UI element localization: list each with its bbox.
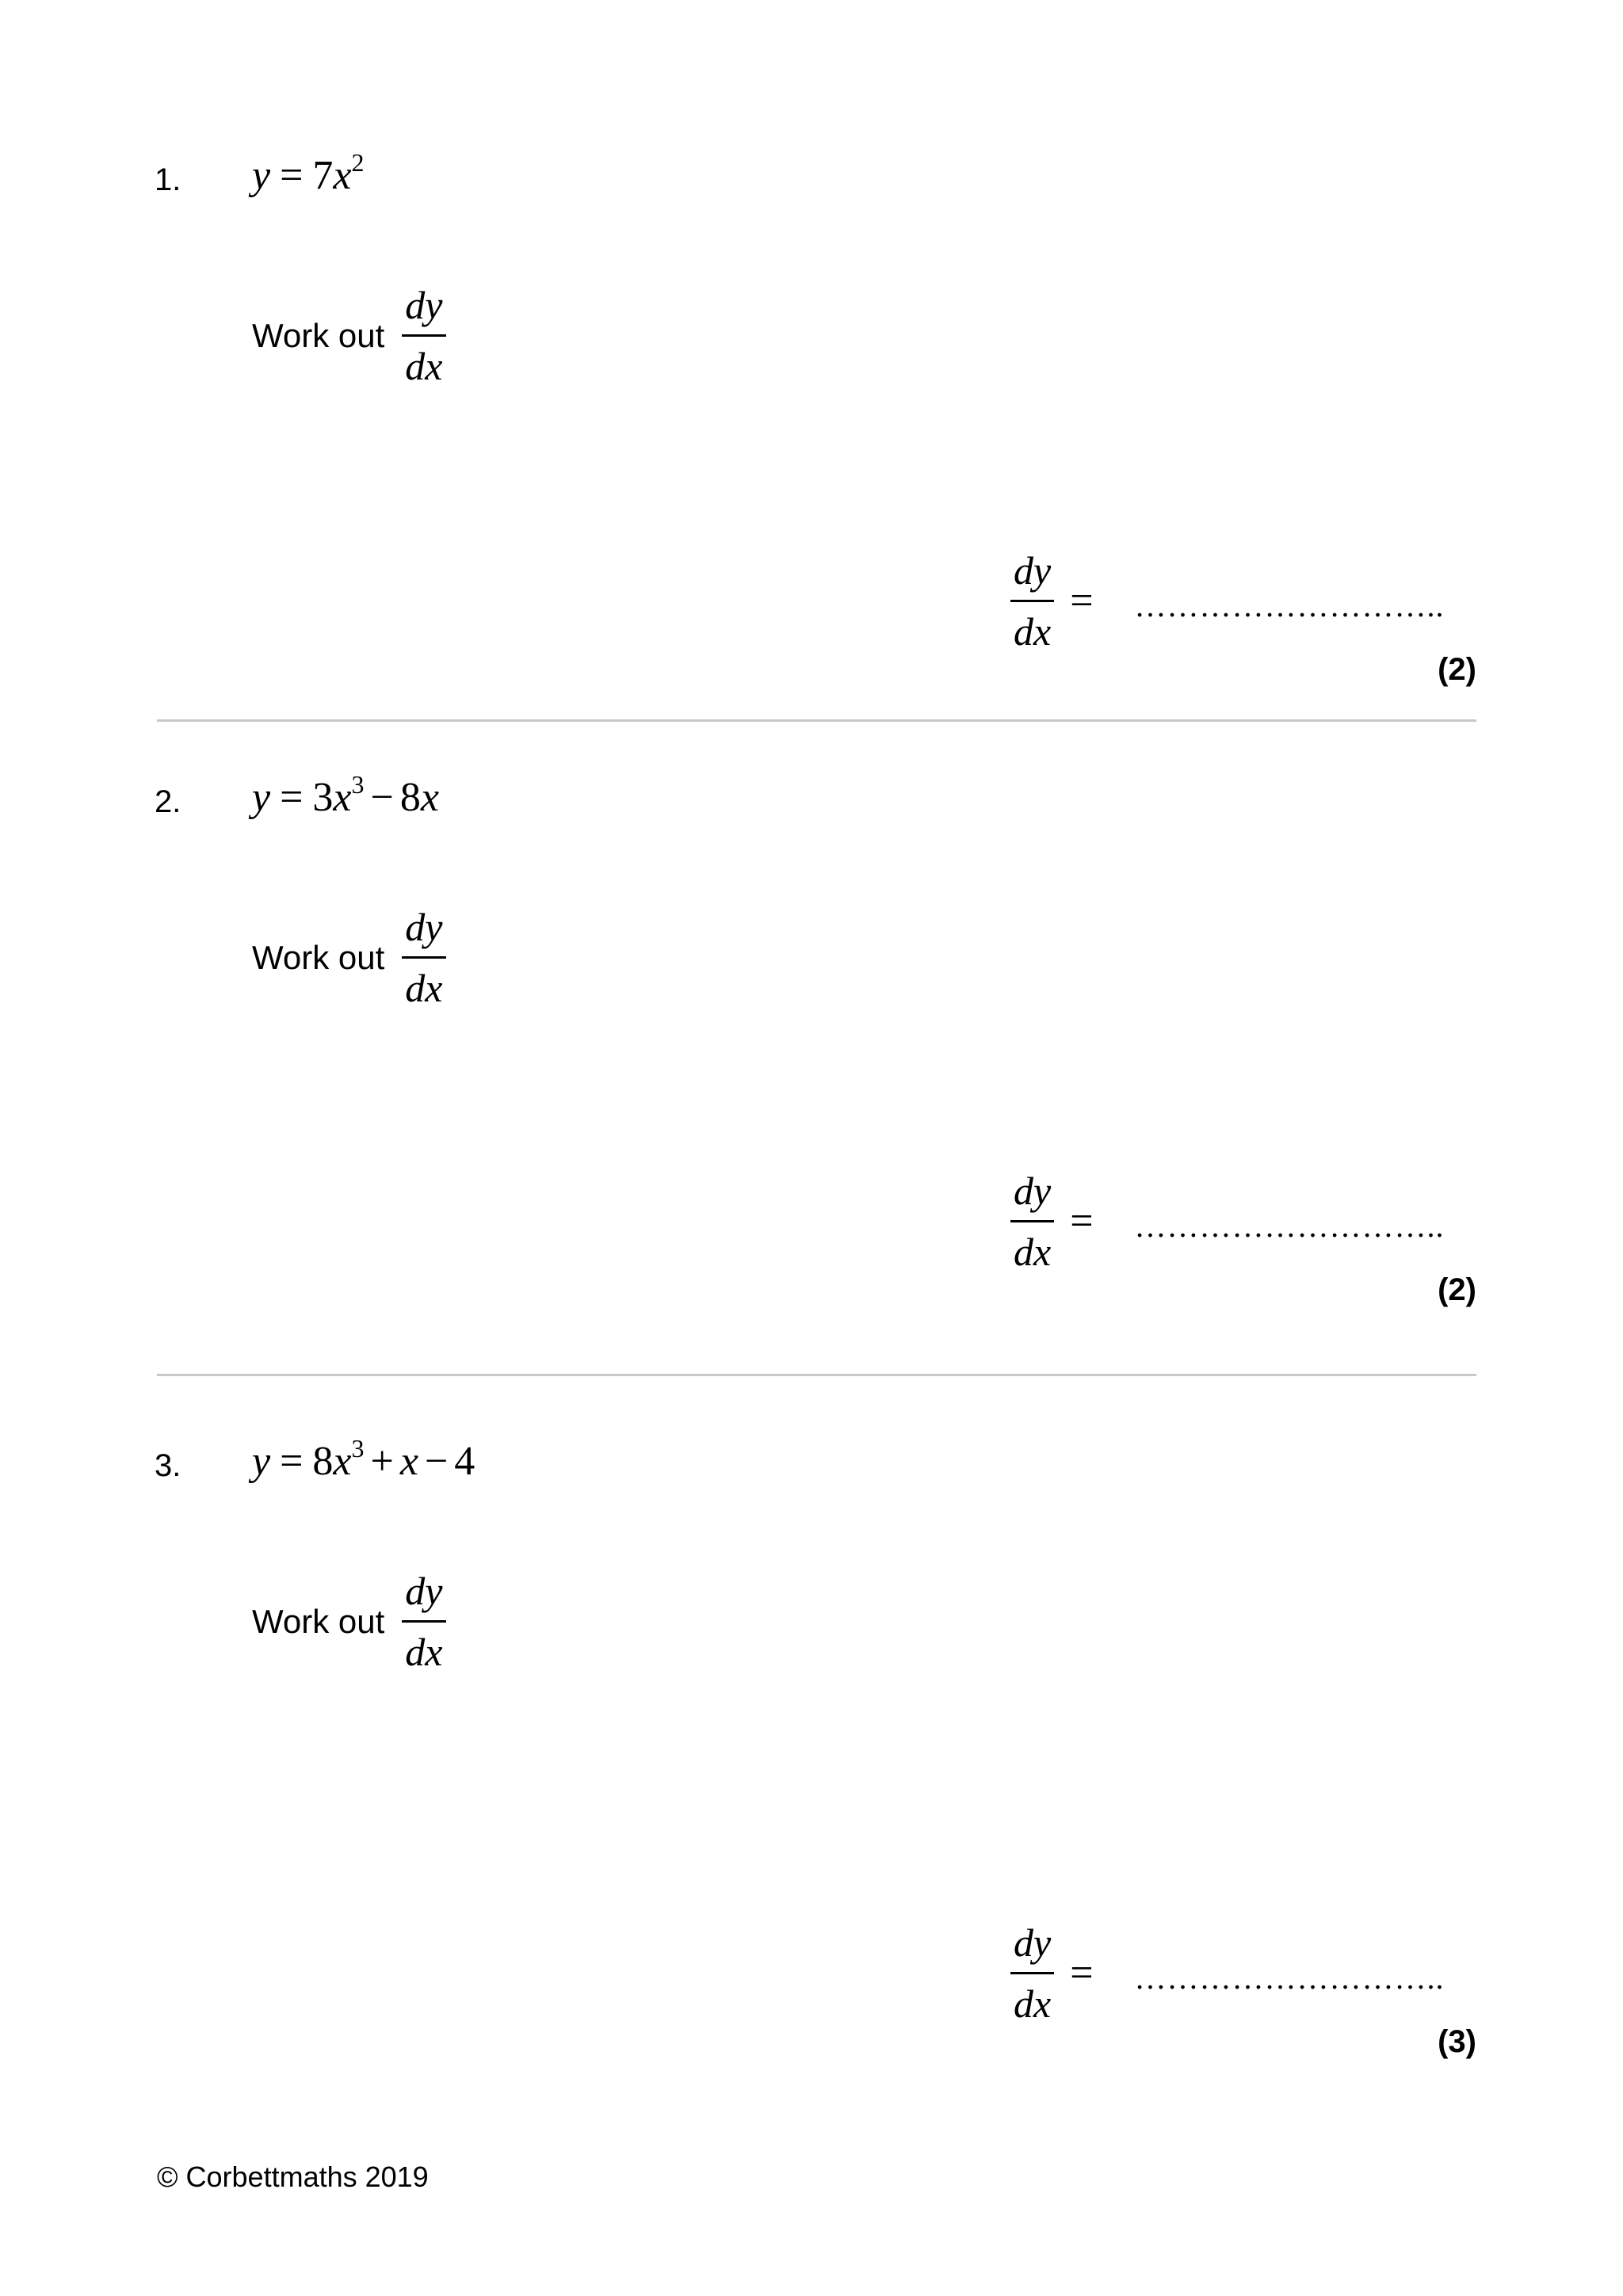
question-divider (157, 1374, 1476, 1376)
answer-dots[interactable]: ……………………….. (1134, 1960, 1445, 1996)
eq-var: x (399, 1439, 418, 1484)
eq-var: x (333, 775, 352, 820)
fraction-denominator: dx (1014, 1230, 1052, 1274)
dy-dx-fraction (402, 285, 445, 386)
eq-coef: 7 (312, 153, 334, 198)
eq-operator: − (370, 775, 394, 820)
eq-operator: + (370, 1439, 394, 1484)
eq-const: 4 (454, 1439, 475, 1484)
eq-coef: 3 (312, 775, 334, 820)
question-1-marks: (2) (1438, 652, 1476, 687)
fraction-numerator: dy (1014, 548, 1052, 593)
question-1-number: 1. (155, 162, 181, 197)
work-out-label: Work out (252, 316, 385, 354)
fraction-denominator: dx (405, 1630, 443, 1674)
dy-dx-fraction (1010, 1920, 1054, 2026)
answer-dots[interactable]: ……………………….. (1134, 1208, 1445, 1244)
work-out-label: Work out (252, 1602, 385, 1640)
question-3-answer-line[interactable] (1010, 1920, 1445, 2026)
question-1-equation (252, 148, 365, 199)
answer-dots[interactable]: ……………………….. (1134, 588, 1445, 624)
eq-power: 3 (351, 770, 365, 799)
answer-equals: = (1070, 578, 1094, 624)
question-1-answer-line[interactable] (1010, 548, 1445, 654)
eq-operator: − (424, 1439, 449, 1484)
eq-var: x (420, 775, 439, 820)
eq-equals: = (280, 153, 304, 198)
eq-var: x (333, 1439, 352, 1484)
question-1-prompt (252, 285, 446, 386)
dy-dx-fraction (402, 907, 445, 1008)
answer-equals: = (1070, 1199, 1094, 1244)
eq-coef: 8 (312, 1439, 334, 1484)
question-2-marks: (2) (1438, 1272, 1476, 1307)
question-2-number: 2. (155, 784, 181, 819)
fraction-numerator: dy (1014, 1169, 1052, 1213)
eq-lhs: y (252, 775, 271, 820)
fraction-numerator: dy (1014, 1920, 1052, 1965)
eq-equals: = (280, 1439, 304, 1484)
answer-equals: = (1070, 1951, 1094, 1996)
work-out-label: Work out (252, 938, 385, 976)
eq-power: 2 (351, 148, 365, 177)
fraction-numerator: dy (405, 905, 443, 949)
eq-power: 3 (351, 1434, 365, 1463)
question-3-marks: (3) (1438, 2024, 1476, 2059)
question-2-equation (252, 770, 439, 821)
fraction-numerator: dy (405, 283, 443, 327)
question-2-prompt (252, 907, 446, 1008)
question-3-prompt (252, 1571, 446, 1672)
fraction-numerator: dy (405, 1569, 443, 1613)
question-3-number: 3. (155, 1448, 181, 1483)
eq-lhs: y (252, 1439, 271, 1484)
eq-equals: = (280, 775, 304, 820)
fraction-denominator: dx (1014, 609, 1052, 654)
copyright-footer: © Corbettmaths 2019 (157, 2161, 429, 2193)
eq-var: x (333, 153, 352, 198)
fraction-denominator: dx (405, 344, 443, 388)
eq-lhs: y (252, 153, 271, 198)
question-3-equation (252, 1434, 475, 1485)
fraction-denominator: dx (1014, 1981, 1052, 2026)
question-2-answer-line[interactable] (1010, 1171, 1445, 1272)
fraction-denominator: dx (405, 966, 443, 1010)
dy-dx-fraction (1010, 548, 1054, 654)
eq-coef: 8 (399, 775, 421, 820)
dy-dx-fraction (402, 1571, 445, 1672)
question-divider (157, 719, 1476, 722)
dy-dx-fraction (1010, 1171, 1054, 1272)
